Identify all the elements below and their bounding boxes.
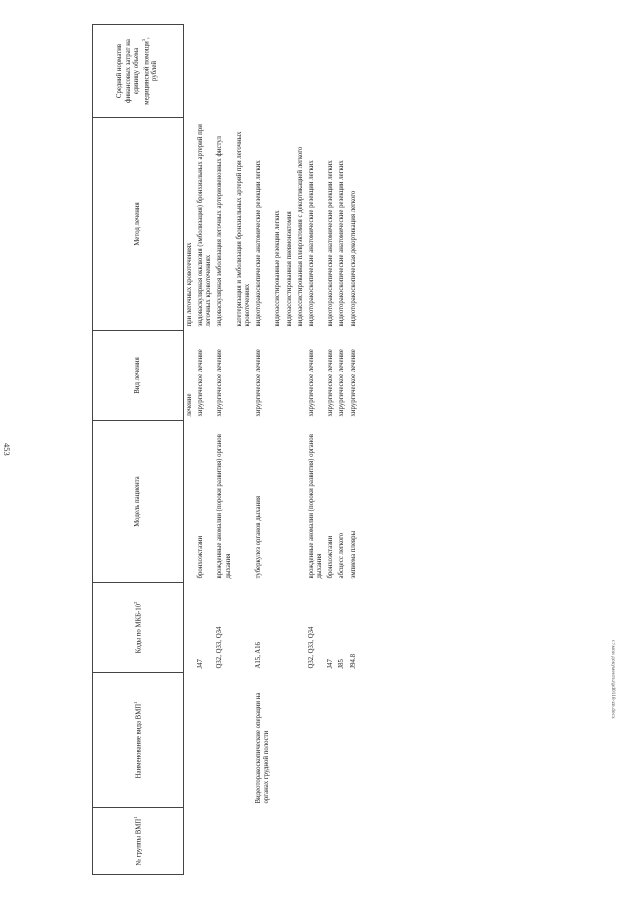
cell-vmp-name bbox=[184, 673, 196, 808]
cell-vmp-name bbox=[325, 673, 336, 808]
cell-vmp-name bbox=[214, 673, 233, 808]
cell-treatment-method: эндоваскулярная эмболизация легочных артериовенозных фистул bbox=[216, 136, 224, 327]
cell-icd-code: Q32, Q33, Q34 bbox=[216, 626, 224, 669]
cell-vmp-name bbox=[348, 673, 359, 808]
cell-treatment-kind: хирургическое лечение bbox=[216, 349, 224, 417]
cell-group bbox=[214, 808, 233, 875]
cell-group bbox=[253, 808, 272, 875]
rotated-table-container bbox=[92, 25, 357, 875]
table-row bbox=[234, 25, 253, 875]
cell-financial-norm bbox=[348, 25, 359, 118]
cell-group bbox=[284, 808, 295, 875]
cell-financial-norm bbox=[184, 25, 196, 118]
cell-patient-model bbox=[295, 421, 306, 583]
cell-financial-norm bbox=[272, 25, 283, 118]
cell-financial-norm bbox=[295, 25, 306, 118]
cell-vmp-name bbox=[336, 673, 347, 808]
cell-icd-code: A15, A16 bbox=[255, 642, 263, 669]
table-row bbox=[195, 25, 214, 875]
cell-treatment-kind bbox=[272, 331, 283, 421]
table-row bbox=[272, 25, 283, 875]
table-row bbox=[253, 25, 272, 875]
table-row bbox=[336, 25, 347, 875]
header-treatment-kind: Вид лечения bbox=[93, 331, 184, 421]
cell-icd-code: J47 bbox=[197, 659, 205, 669]
cell-treatment-method: видеоторакоскопические анатомические резекции легких bbox=[307, 160, 315, 327]
cell-patient-model: врожденные аномалии (пороки развития) органов дыхания bbox=[216, 434, 232, 579]
cell-patient-model: бронхоэктазии bbox=[327, 535, 335, 579]
cell-treatment-kind: хирургическое лечение bbox=[197, 349, 205, 417]
cell-patient-model: эмпиема плевры bbox=[349, 530, 357, 579]
cell-vmp-name bbox=[284, 673, 295, 808]
cell-patient-model: бронхоэктазии bbox=[197, 535, 205, 579]
table-header-row bbox=[93, 25, 184, 875]
cell-group bbox=[184, 808, 196, 875]
cell-icd-code bbox=[234, 583, 253, 673]
cell-financial-norm bbox=[214, 25, 233, 118]
cell-treatment-kind: хирургическое лечение bbox=[327, 349, 335, 417]
cell-icd-code: J85 bbox=[338, 659, 346, 669]
cell-group bbox=[234, 808, 253, 875]
cell-vmp-name: Видеоторакоскопические операции на органах грудной полости bbox=[255, 692, 271, 804]
header-icd-codes: Коды по МКБ-$10^2$ bbox=[93, 583, 184, 673]
cell-financial-norm bbox=[325, 25, 336, 118]
cell-treatment-method: видеоторакоскопические анатомические резекции легких bbox=[338, 160, 346, 327]
table-row bbox=[348, 25, 359, 875]
vmp-table bbox=[92, 24, 359, 875]
cell-treatment-kind bbox=[284, 331, 295, 421]
cell-treatment-kind bbox=[295, 331, 306, 421]
cell-financial-norm bbox=[284, 25, 295, 118]
page-number: 453 bbox=[2, 443, 12, 456]
cell-patient-model: врожденные аномалии (пороки развития) органов дыхания bbox=[307, 434, 324, 579]
cell-group bbox=[306, 808, 325, 875]
cell-vmp-name bbox=[295, 673, 306, 808]
cell-treatment-kind: хирургическое лечение bbox=[255, 349, 263, 417]
cell-treatment-kind: лечение bbox=[186, 393, 193, 417]
header-group-number: № группы ВМП$^1$ bbox=[93, 808, 184, 875]
cell-group bbox=[295, 808, 306, 875]
cell-icd-code: J94.8 bbox=[349, 653, 357, 669]
cell-treatment-method: эндоваскулярная окклюзия (эмболизация) бронхиальных артерий при легочных кровотечениях bbox=[197, 124, 213, 327]
header-patient-model: Модель пациента bbox=[93, 421, 184, 583]
cell-treatment-kind: хирургическое лечение bbox=[307, 349, 315, 417]
file-path-footer: c:\мои документы\pd0118-zn.docx bbox=[610, 640, 616, 719]
table-row bbox=[284, 25, 295, 875]
cell-vmp-name bbox=[306, 673, 325, 808]
cell-icd-code bbox=[184, 583, 196, 673]
cell-icd-code bbox=[295, 583, 306, 673]
cell-treatment-method: катетеризация и эмболизация бронхиальных артерий при легочных кровотечениях bbox=[235, 131, 251, 327]
cell-treatment-kind: хирургическое лечение bbox=[349, 349, 357, 417]
cell-group bbox=[272, 808, 283, 875]
cell-group bbox=[348, 808, 359, 875]
cell-vmp-name bbox=[234, 673, 253, 808]
cell-icd-code: Q32, Q33, Q34 bbox=[307, 626, 315, 669]
cell-financial-norm bbox=[253, 25, 272, 118]
cell-treatment-method: при легочных кровотечениях bbox=[186, 242, 193, 327]
cell-vmp-name bbox=[195, 673, 214, 808]
cell-financial-norm bbox=[195, 25, 214, 118]
table-row bbox=[325, 25, 336, 875]
cell-financial-norm bbox=[234, 25, 253, 118]
cell-patient-model bbox=[184, 421, 196, 583]
header-treatment-method: Метод лечения bbox=[93, 118, 184, 331]
cell-treatment-method: видеоассистированная пневмонэктомия bbox=[285, 211, 293, 327]
cell-financial-norm bbox=[336, 25, 347, 118]
cell-patient-model: абсцесс легкого bbox=[338, 532, 346, 579]
header-financial-norm: Средний норматив финансовых затрат на единицу объема медицинской помощи$^3$, рублей bbox=[93, 25, 184, 118]
cell-icd-code bbox=[284, 583, 295, 673]
table-row bbox=[295, 25, 306, 875]
header-vmp-name: Наименование вида ВМП$^1$ bbox=[93, 673, 184, 808]
cell-treatment-method: видеоторакоскопические анатомические резекции легких bbox=[255, 160, 263, 327]
cell-financial-norm bbox=[306, 25, 325, 118]
cell-group bbox=[336, 808, 347, 875]
cell-treatment-method: видеоторакоскопические анатомические резекции легких bbox=[327, 160, 335, 327]
cell-patient-model: туберкулез органов дыхания bbox=[255, 496, 263, 579]
cell-treatment-kind: хирургическое лечение bbox=[338, 349, 346, 417]
cell-patient-model bbox=[284, 421, 295, 583]
cell-vmp-name bbox=[272, 673, 283, 808]
table-body bbox=[184, 25, 359, 875]
cell-group bbox=[325, 808, 336, 875]
cell-icd-code: J47 bbox=[327, 659, 335, 669]
cell-icd-code bbox=[272, 583, 283, 673]
cell-patient-model bbox=[272, 421, 283, 583]
cell-treatment-method: видеоассистированные резекции легких bbox=[274, 210, 282, 327]
cell-treatment-method: видеоторакоскопическая декортикация легкого bbox=[349, 190, 357, 327]
table-row bbox=[214, 25, 233, 875]
cell-patient-model bbox=[234, 421, 253, 583]
cell-treatment-method: видеоассистированная плеврэктомия с декортикацией легкого bbox=[296, 146, 304, 327]
cell-group bbox=[195, 808, 214, 875]
table-row bbox=[184, 25, 196, 875]
table-row bbox=[306, 25, 325, 875]
cell-treatment-kind bbox=[234, 331, 253, 421]
